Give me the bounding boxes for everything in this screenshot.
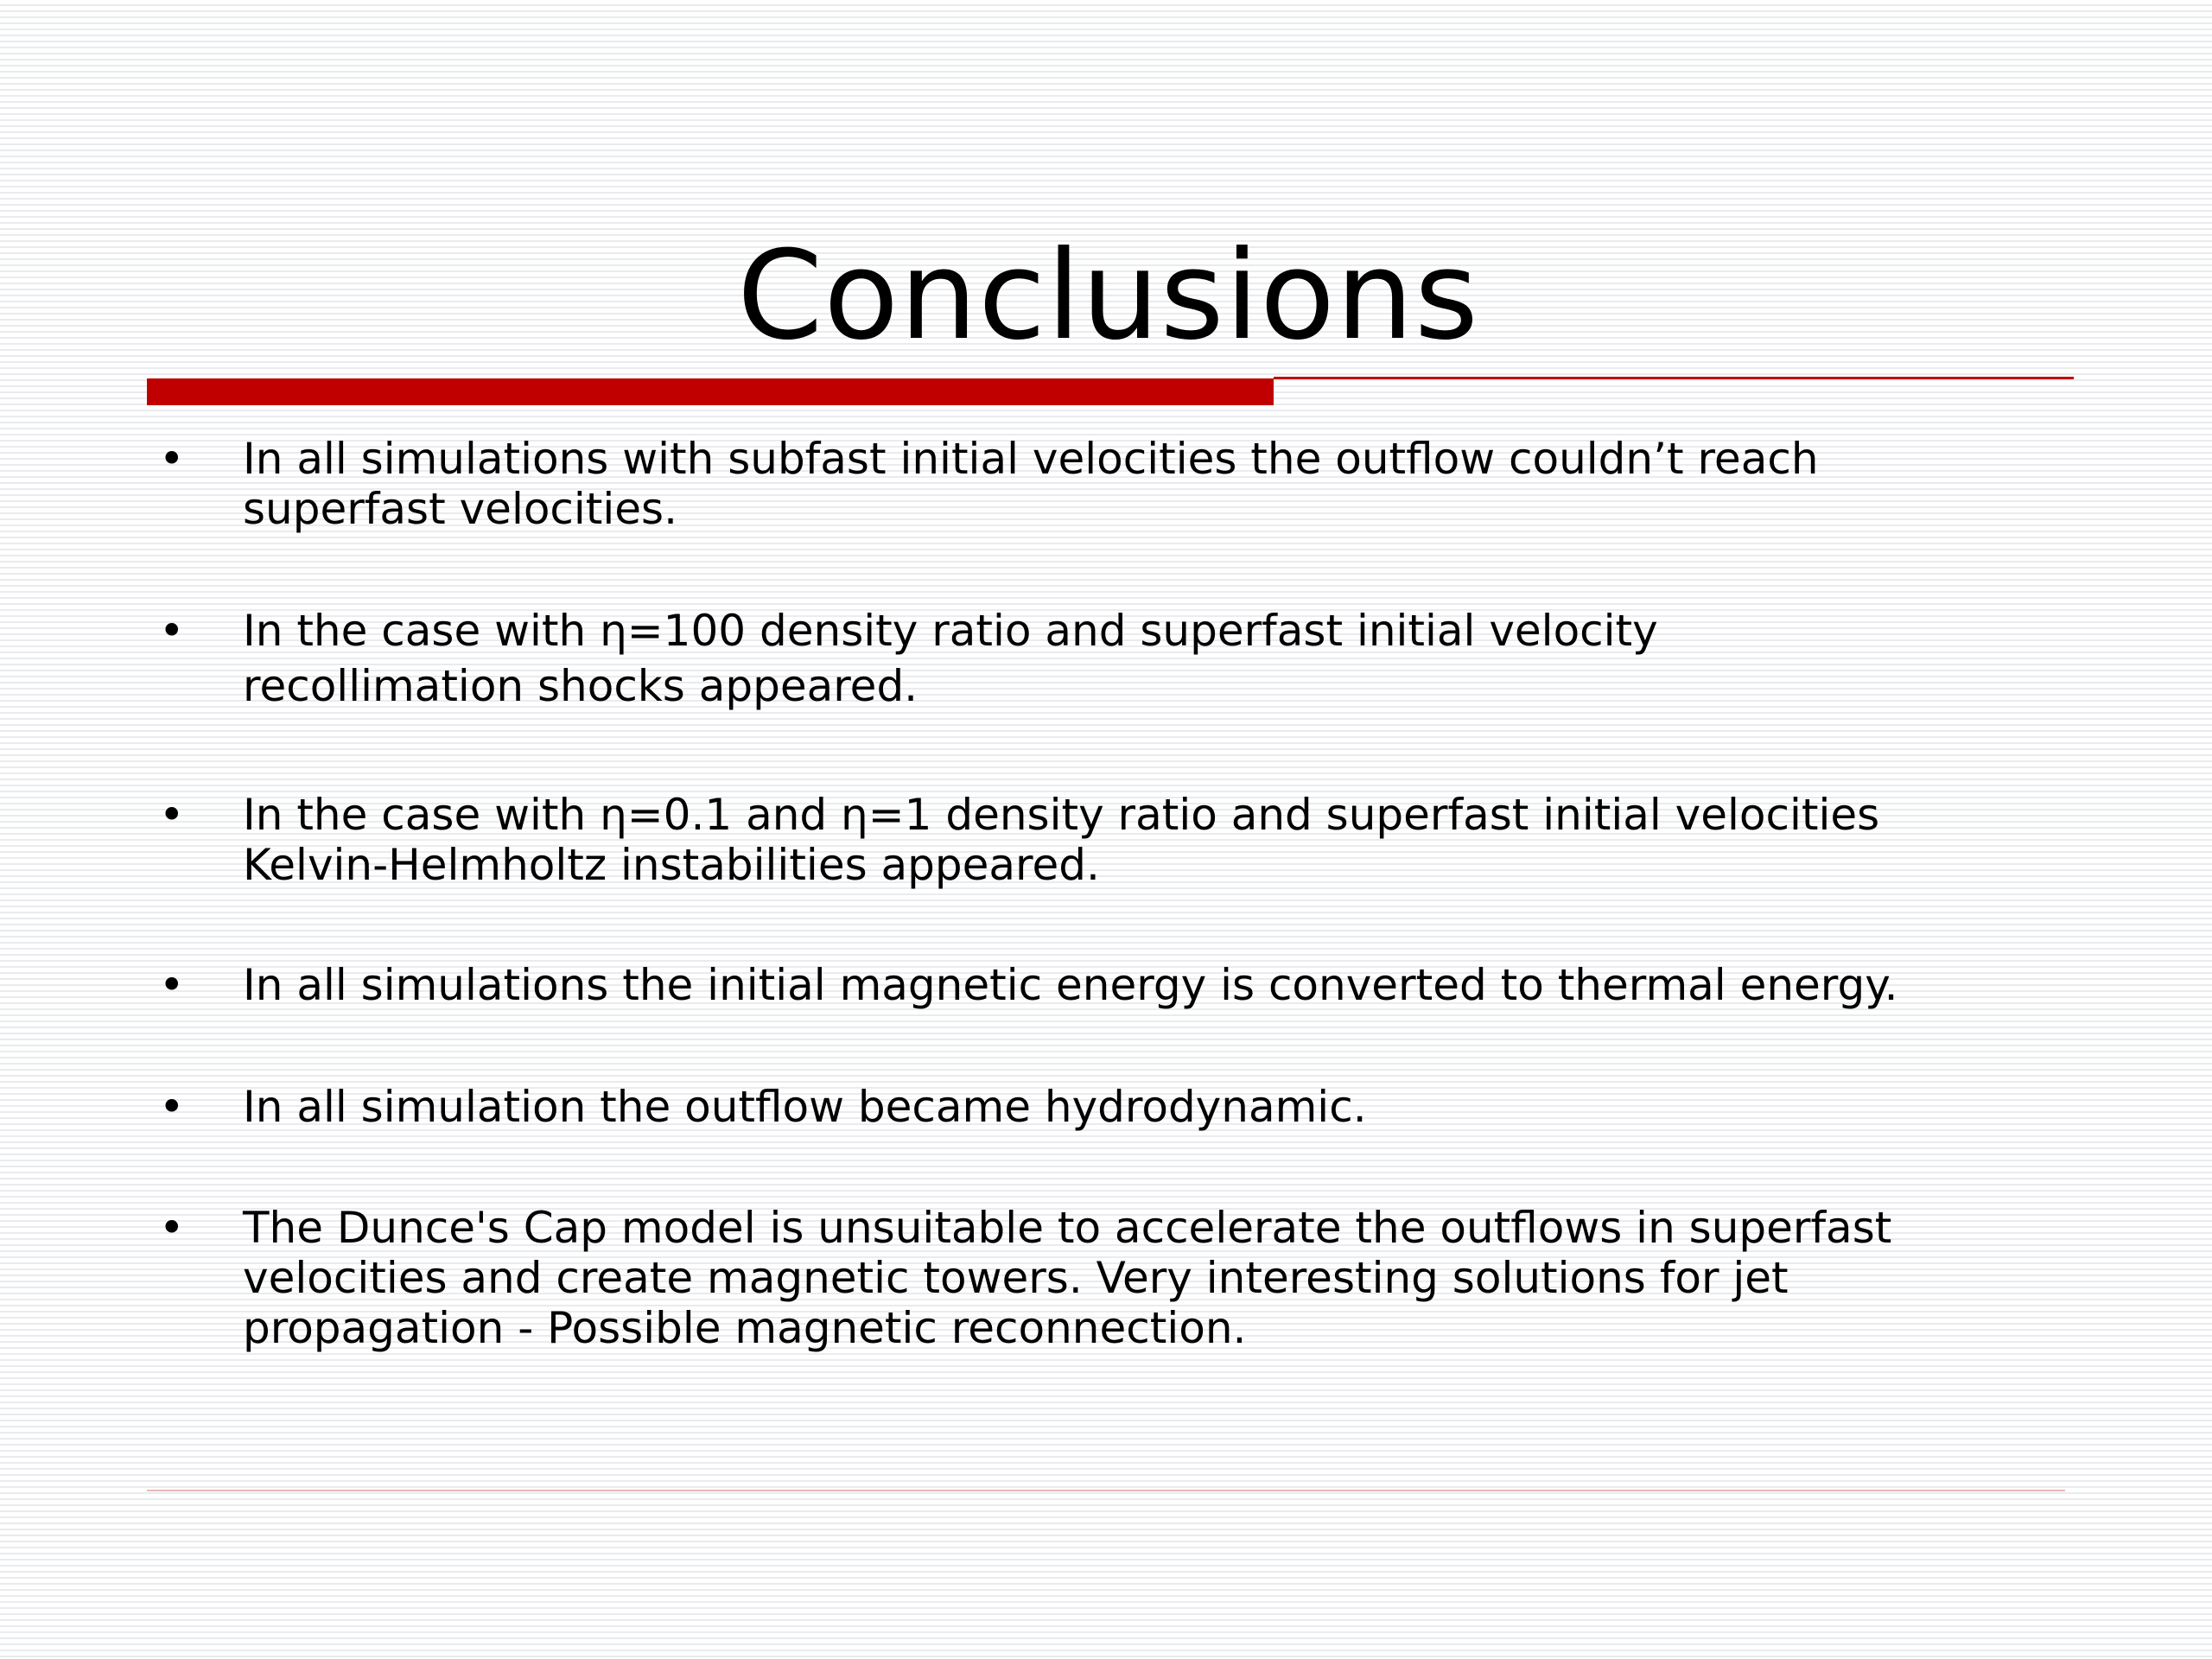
- bullet-item: [147, 434, 2091, 534]
- bullet-dot: •: [159, 1203, 185, 1253]
- bullet-dot: •: [159, 1082, 185, 1132]
- bullet-text-line: superfast velocities.: [243, 484, 678, 534]
- bullet-text-line: In all simulations with subfast initial velocities the outflow couldn’t reach: [243, 434, 1819, 484]
- bullet-item: [147, 960, 2091, 1010]
- bullet-text-line: In all simulations the initial magnetic energy is converted to thermal energy.: [243, 960, 1898, 1010]
- slide-title: Conclusions: [737, 225, 1479, 367]
- title-underline-thin: [1274, 377, 2074, 379]
- bullet-text-line: velocities and create magnetic towers. Very interesting solutions for jet: [243, 1253, 1789, 1303]
- bullet-text-line: In the case with η=0.1 and η=1 density ratio and superfast initial velocities: [243, 790, 1880, 840]
- bullet-dot: •: [159, 960, 185, 1010]
- bullet-item: [147, 1082, 2091, 1132]
- bullet-text-line: The Dunce's Cap model is unsuitable to accelerate the outflows in superfast: [243, 1203, 1892, 1253]
- bullet-text-line: In the case with η=100 density ratio and superfast initial velocity: [243, 606, 1658, 656]
- bullet-text-line: propagation - Possible magnetic reconnection.: [243, 1303, 1247, 1353]
- footer-divider: [147, 1490, 2065, 1491]
- bullet-dot: •: [159, 434, 185, 484]
- title-underline-thick: [147, 378, 1274, 405]
- bullet-item: [147, 1203, 2091, 1353]
- bullet-dot: •: [159, 790, 185, 840]
- bullet-text-line: Kelvin-Helmholtz instabilities appeared.: [243, 840, 1100, 890]
- bullet-text-line: recollimation shocks appeared.: [243, 661, 918, 711]
- bullet-text-line: In all simulation the outflow became hydrodynamic.: [243, 1082, 1367, 1132]
- bullet-dot: •: [159, 606, 185, 656]
- bullet-item: [147, 606, 2091, 716]
- bullet-item: [147, 790, 2091, 890]
